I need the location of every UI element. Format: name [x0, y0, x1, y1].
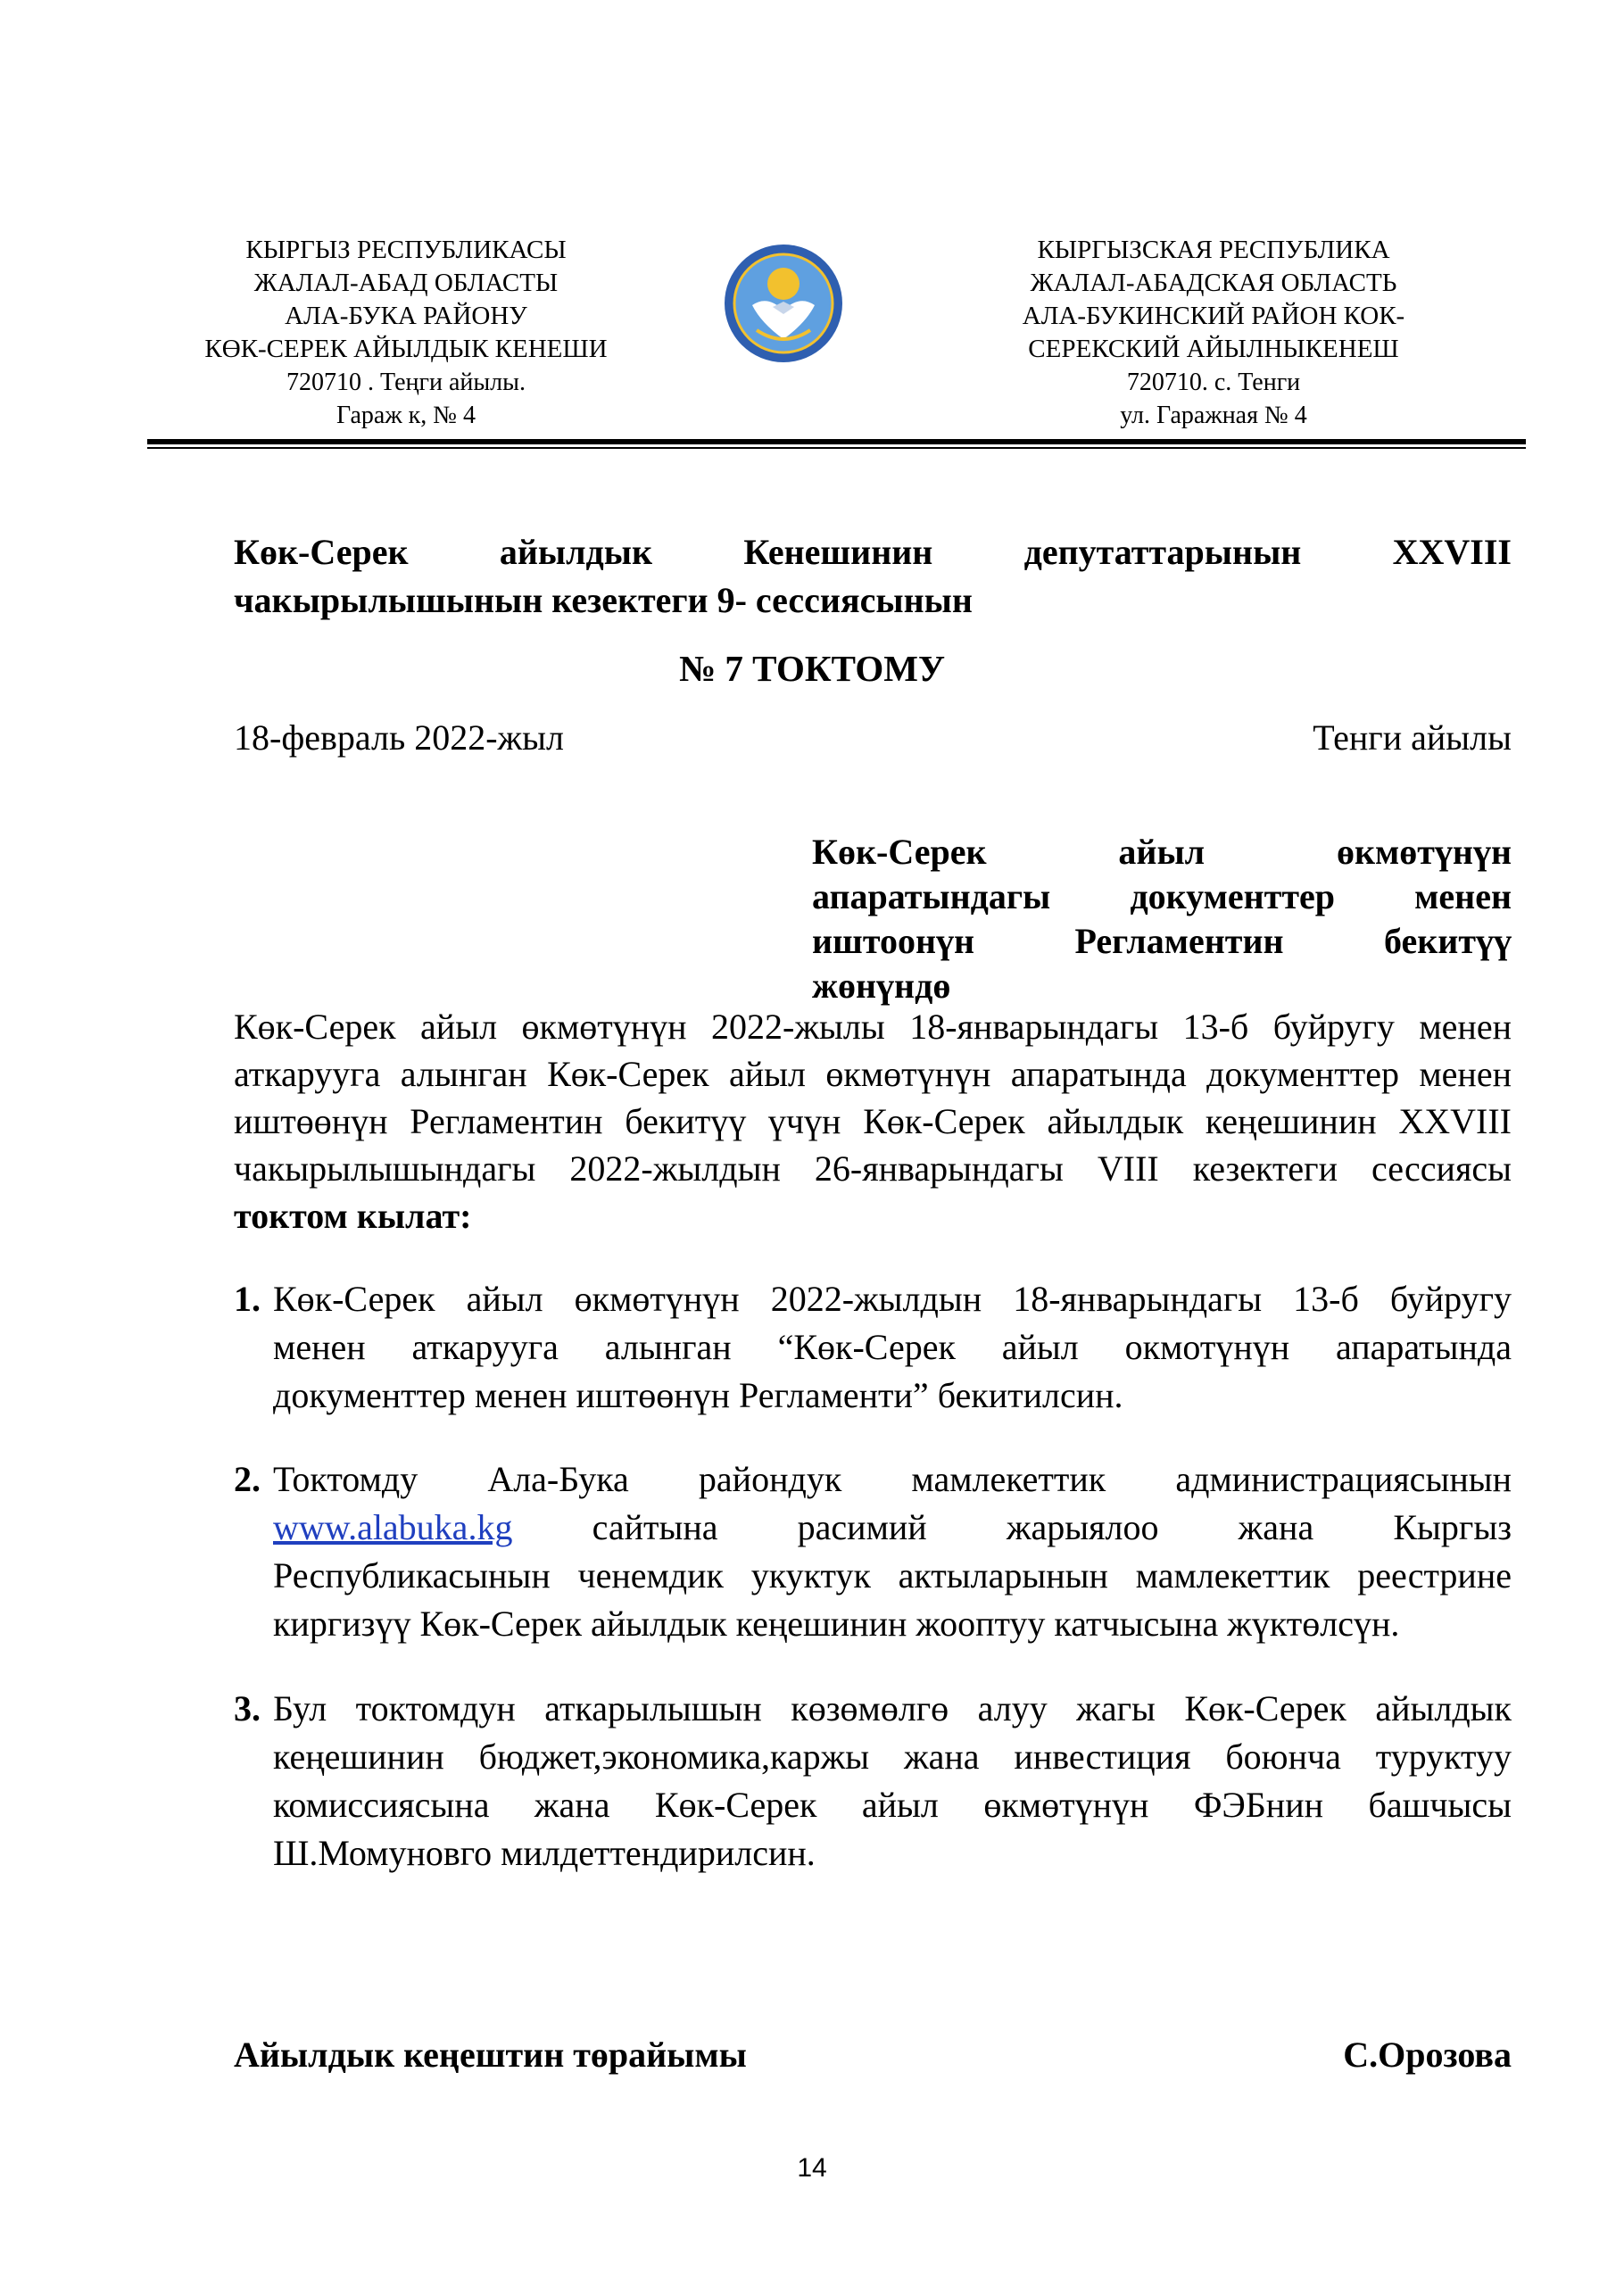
- signatory-position: Айылдык кеңештин төрайымы: [234, 2035, 747, 2075]
- resolution-item-1: [234, 1275, 1512, 1420]
- item-line: менен аткарууга алынган “Көк-Серек айыл окмотүнүн апаратында: [273, 1327, 1512, 1367]
- subject-line: апаратындагы документтер менен: [812, 876, 1512, 916]
- decision-number: № 7 ТОКТОМУ: [678, 648, 946, 689]
- preamble-line: чакырылышындагы 2022-жылдын 26-январындагы VIII кезектеги сессиясы: [234, 1148, 1512, 1189]
- item-line-with-link: [273, 1504, 1512, 1552]
- header-divider: [147, 439, 1526, 444]
- header-left-line: АЛА-БУКА РАЙОНУ: [285, 302, 527, 330]
- item-line: Токтомду Ала-Бука райондук мамлекеттик администрациясынын: [273, 1459, 1512, 1499]
- header-left-line: ЖАЛАЛ-АБАД ОБЛАСТЫ: [253, 269, 559, 297]
- header-right-address: 720710. с. Тенги: [1126, 369, 1301, 396]
- item-line: комиссиясына жана Көк-Серек айыл өкмөтүнүн ФЭБнин башчысы: [273, 1785, 1512, 1825]
- item-number: 1.: [234, 1279, 261, 1319]
- document-title-line-2: чакырылышынын кезектеги 9- сессиясынын: [234, 580, 973, 620]
- header-right-line: КЫРГЫЗСКАЯ РЕСПУБЛИКА: [1037, 236, 1390, 264]
- preamble-line: аткарууга алынган Көк-Серек айыл өкмөтүнүн апаратында документтер менен: [234, 1054, 1512, 1094]
- document-place: Тенги айылы: [1313, 717, 1512, 758]
- header-divider-thin: [147, 447, 1526, 449]
- resolution-item-2: [234, 1455, 1512, 1648]
- header-right-line: АЛА-БУКИНСКИЙ РАЙОН КОК-: [1022, 302, 1405, 330]
- signatory-name: С.Орозова: [1343, 2035, 1512, 2075]
- item-number: 3.: [234, 1688, 261, 1728]
- header-right-street: ул. Гаражная № 4: [1120, 402, 1307, 429]
- header-left-block: [174, 234, 638, 432]
- alabuka-website-link[interactable]: www.alabuka.kg: [273, 1507, 513, 1547]
- document-title-line-1: Көк-Серек айылдык Кенешинин депутаттарынын XXVIII: [234, 532, 1512, 572]
- preamble-line: иштөөнүн Регламентин бекитүү үчүн Көк-Серек айылдык кеңешинин XXVIII: [234, 1101, 1512, 1141]
- resolves-phrase: токтом кылат:: [234, 1196, 472, 1236]
- subject-line: жөнүндө: [812, 966, 951, 1006]
- item-number: 2.: [234, 1459, 261, 1499]
- item-line-rest: сайтына расимий жарыялоо жана Кыргыз: [592, 1507, 1512, 1547]
- header-right-line: ЖАЛАЛ-АБАДСКАЯ ОБЛАСТЬ: [1030, 269, 1397, 297]
- item-line: Бул токтомдун аткарылышын көзөмөлгө алуу жагы Көк-Серек айылдык: [273, 1688, 1512, 1728]
- item-line: документтер менен иштөөнүн Регламенти” бекитилсин.: [273, 1375, 1123, 1415]
- item-line: Көк-Серек айыл өкмөтүнүн 2022-жылдын 18-январындагы 13-б буйругу: [273, 1279, 1512, 1319]
- preamble-line: Көк-Серек айыл өкмөтүнүн 2022-жылы 18-январындагы 13-б буйругу менен: [234, 1007, 1512, 1047]
- kyrgyz-emblem-icon: [721, 241, 846, 366]
- document-subject: [812, 830, 1512, 1008]
- preamble-paragraph: [234, 1003, 1512, 1239]
- page-number: 14: [797, 2153, 827, 2183]
- item-line: Республикасынын ченемдик укуктук актыларынын мамлекеттик реестрине: [273, 1555, 1512, 1596]
- header-right-block: [973, 234, 1454, 432]
- header-left-line: КЫРГЫЗ РЕСПУБЛИКАСЫ: [245, 236, 567, 264]
- document-date: 18-февраль 2022-жыл: [234, 717, 564, 758]
- item-line: кеңешинин бюджет,экономика,каржы жана инвестиция боюнча туруктуу: [273, 1737, 1512, 1777]
- header-left-line: КӨК-СЕРЕК АЙЫЛДЫК КЕНЕШИ: [204, 335, 608, 363]
- item-line: Ш.Момуновго милдеттендирилсин.: [273, 1833, 816, 1873]
- subject-line: иштоонүн Регламентин бекитүү: [812, 921, 1512, 961]
- header-right-line: СЕРЕКСКИЙ АЙЫЛНЫКЕНЕШ: [1028, 335, 1399, 363]
- header-left-street: Гараж к, № 4: [336, 402, 476, 429]
- subject-line: Көк-Серек айыл өкмөтүнүн: [812, 832, 1512, 872]
- item-line: киргизүү Көк-Серек айылдык кеңешинин жооптуу катчысына жүктөлсүн.: [273, 1604, 1400, 1644]
- resolution-item-3: [234, 1685, 1512, 1877]
- header-left-address: 720710 . Теңги айылы.: [286, 369, 526, 396]
